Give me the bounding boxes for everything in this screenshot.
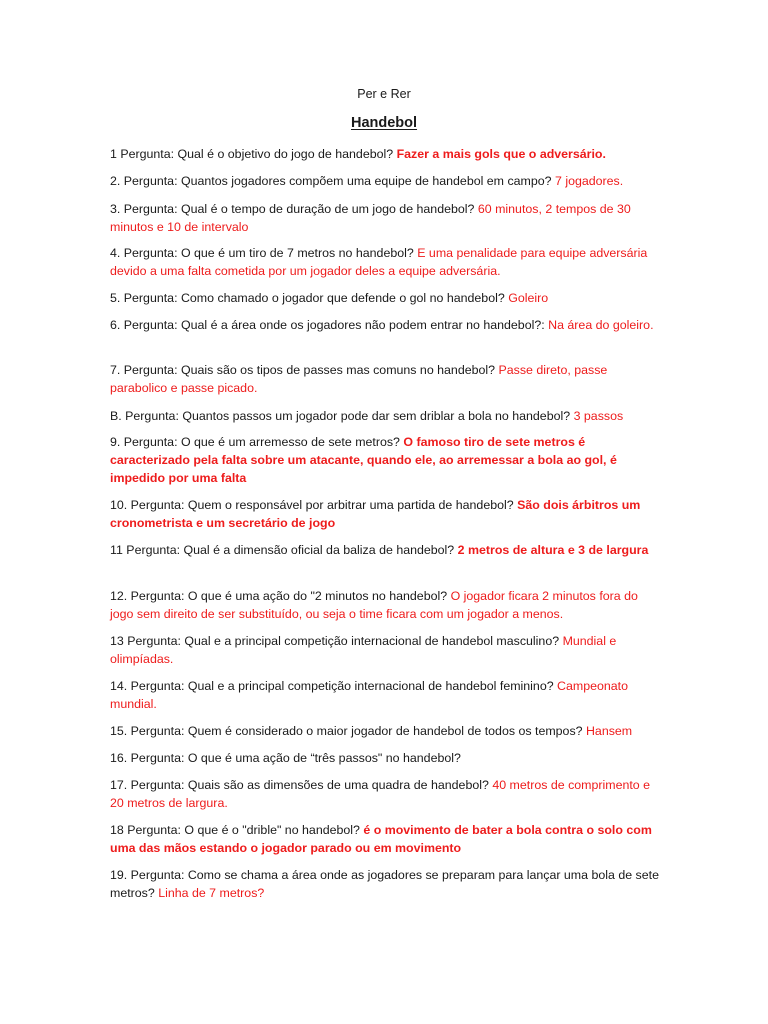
answer: 40 metros de comprimento e 20 metros de largura. [110, 778, 651, 810]
answer: Campeonato mundial. [110, 679, 628, 711]
qa-item-6 [110, 316, 662, 334]
qa-item-9 [110, 433, 662, 487]
question: 11 Pergunta: Qual é a dimensão oficial da baliza de handebol? [110, 543, 458, 557]
answer: Hansem [585, 724, 633, 738]
answer: Goleiro [508, 291, 549, 305]
qa-item-12 [110, 587, 662, 623]
qa-item-11 [110, 541, 662, 559]
qa-item-13 [110, 632, 662, 668]
question: 4. Pergunta: O que é um tiro de 7 metros no handebol? [110, 246, 418, 260]
qa-item-8 [110, 407, 662, 425]
qa-item-3 [110, 200, 662, 236]
qa-item-16 [110, 749, 662, 767]
answer: Fazer a mais gols que o adversário. [396, 147, 606, 161]
answer: 3 passos [573, 409, 624, 423]
qa-item-14 [110, 677, 662, 713]
answer: São dois árbitros um cronometrista e um secretário de jogo [110, 498, 641, 530]
question: 15. Pergunta: Quem é considerado o maior jogador de handebol de todos os tempos? [110, 724, 586, 738]
question: 19. Pergunta: Como se chama a área onde as jogadores se preparam para lançar uma bola de sete metros? [110, 868, 659, 900]
answer: Na área do goleiro. [548, 318, 654, 332]
answer: O famoso tiro de sete metros é caracterizado pela falta sobre um atacante, quando ele, ao arremessar a bola ao gol, é impedido por uma falta [110, 435, 617, 485]
question: 6. Pergunta: Qual é a área onde os jogadores não podem entrar no handebol?: [110, 318, 549, 332]
question: 17. Pergunta: Quais são as dimensões de uma quadra de handebol? [110, 778, 493, 792]
document-header: Per e Rer [357, 87, 411, 101]
question: 16. Pergunta: O que é uma ação de “três passos" no handebol? [110, 751, 461, 765]
answer: 2 metros de altura e 3 de largura [457, 543, 649, 557]
question: 5. Pergunta: Como chamado o jogador que defende o gol no handebol? [110, 291, 509, 305]
question: 12. Pergunta: O que é uma ação do "2 minutos no handebol? [110, 589, 451, 603]
answer: E uma penalidade para equipe adversária devido a uma falta cometida por um jogador deles a equipe adversária. [110, 246, 648, 278]
qa-item-10 [110, 496, 662, 532]
qa-item-5 [110, 289, 662, 307]
qa-item-1 [110, 145, 662, 163]
answer: O jogador ficara 2 minutos fora do jogo sem direito de ser substituído, ou seja o time ficara com um jogador a menos. [110, 589, 638, 621]
qa-item-17 [110, 776, 662, 812]
title-text: Handebol [350, 115, 418, 131]
qa-item-18 [110, 821, 662, 857]
answer: é o movimento de bater a bola contra o solo com uma das mãos estando o jogador parado ou em movimento [110, 823, 652, 855]
qa-item-4 [110, 244, 662, 280]
question: 3. Pergunta: Qual é o tempo de duração de um jogo de handebol? [110, 202, 478, 216]
qa-item-7 [110, 361, 662, 397]
answer: Mundial e olimpíadas. [110, 634, 617, 666]
question: 2. Pergunta: Quantos jogadores compõem uma equipe de handebol em campo? [110, 174, 555, 188]
question: 14. Pergunta: Qual e a principal competição internacional de handebol feminino? [110, 679, 558, 693]
document-title [0, 115, 768, 131]
question: 18 Pergunta: O que é o "drible" no handebol? [110, 823, 364, 837]
qa-item-15 [110, 722, 662, 740]
answer: Passe direto, passe parabolico e passe picado. [110, 363, 608, 395]
qa-item-2 [110, 172, 662, 190]
question: 7. Pergunta: Quais são os tipos de passes mas comuns no handebol? [110, 363, 499, 377]
question: 13 Pergunta: Qual e a principal competição internacional de handebol masculino? [110, 634, 563, 648]
answer: Linha de 7 metros? [158, 886, 265, 900]
question: 10. Pergunta: Quem o responsável por arbitrar uma partida de handebol? [110, 498, 518, 512]
question: 1 Pergunta: Qual é o objetivo do jogo de handebol? [110, 147, 397, 161]
answer: 60 minutos, 2 tempos de 30 minutos e 10 de intervalo [110, 202, 631, 234]
question: B. Pergunta: Quantos passos um jogador pode dar sem driblar a bola no handebol? [110, 409, 574, 423]
answer: 7 jogadores. [554, 174, 624, 188]
question: 9. Pergunta: O que é um arremesso de sete metros? [110, 435, 404, 449]
qa-item-19 [110, 866, 662, 902]
